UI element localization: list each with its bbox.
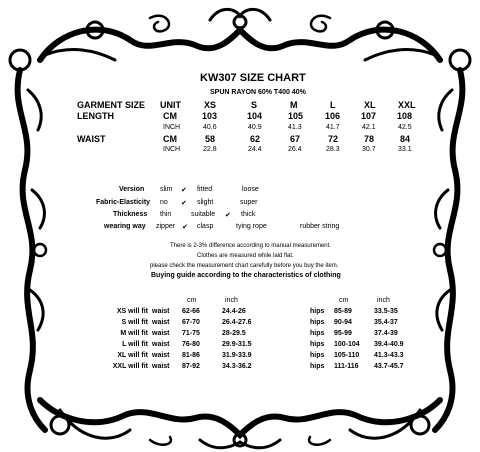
garment-size-header: GARMENT SIZE xyxy=(77,100,146,110)
size-header-m: M xyxy=(290,100,298,110)
table-cell: 40.6 xyxy=(203,124,217,131)
guide-cell: 90-94 xyxy=(334,319,352,326)
table-cell: 33.1 xyxy=(398,146,412,153)
note-text: Clothes are measured while laid flat. xyxy=(197,253,294,259)
guide-cell: 111-116 xyxy=(334,363,359,370)
check-icon: ✔ xyxy=(182,224,188,231)
table-cell: CM xyxy=(163,111,177,121)
table-cell: 26.4 xyxy=(288,146,302,153)
guide-cell: waist xyxy=(152,363,170,370)
buying-guide-title: Buying guide according to the characteristics of clothing xyxy=(151,272,341,279)
table-cell: 107 xyxy=(361,111,377,121)
note-text: please check the measurement chart carefully before you buy the item. xyxy=(150,263,339,269)
char-label-elasticity: Fabric-Elasticity xyxy=(96,199,151,206)
char-option: slight xyxy=(197,199,214,206)
size-header-l: L xyxy=(330,100,336,110)
guide-cell: 39.4-40.9 xyxy=(374,341,404,348)
char-option: tying rope xyxy=(236,223,267,230)
table-cell: 41.7 xyxy=(326,124,340,131)
guide-cell: 26.4-27.6 xyxy=(222,319,252,326)
guide-cell: waist xyxy=(152,319,170,326)
note-text: There is 2-3% difference according to manual measurement. xyxy=(170,243,331,249)
guide-cell: waist xyxy=(152,352,170,359)
guide-cell: 34.3-36.2 xyxy=(222,363,252,370)
check-icon: ✔ xyxy=(181,187,187,194)
guide-header-inch: inch xyxy=(377,297,390,304)
check-icon: ✔ xyxy=(181,200,187,207)
guide-cell: waist xyxy=(152,308,170,315)
guide-cell: 81-86 xyxy=(182,352,200,359)
unit-header: UNIT xyxy=(160,100,181,110)
char-label-wearing-way: wearing way xyxy=(104,223,146,230)
guide-size-label: XS will fit xyxy=(116,308,148,315)
size-header-xs: XS xyxy=(204,100,217,110)
table-cell: 42.1 xyxy=(362,124,376,131)
guide-cell: 35.4-37 xyxy=(374,319,398,326)
table-cell: 67 xyxy=(290,134,301,144)
table-cell: 24.4 xyxy=(248,146,262,153)
table-cell: 22.8 xyxy=(203,146,217,153)
table-cell: 78 xyxy=(364,134,375,144)
guide-cell: 67-70 xyxy=(182,319,200,326)
guide-cell: 87-92 xyxy=(182,363,200,370)
guide-cell: 24.4-26 xyxy=(222,308,246,315)
table-cell: 104 xyxy=(247,111,263,121)
table-cell: INCH xyxy=(163,146,181,153)
table-cell: 30.7 xyxy=(362,146,376,153)
char-option: super xyxy=(240,199,258,206)
guide-cell: hips xyxy=(310,341,325,348)
guide-header-inch: inch xyxy=(225,297,238,304)
char-label-thickness: Thickness xyxy=(113,211,148,218)
guide-cell: hips xyxy=(310,352,325,359)
table-cell: 72 xyxy=(328,134,339,144)
guide-header-cm: cm xyxy=(339,297,349,304)
guide-size-label: S will fit xyxy=(121,319,148,326)
table-cell: 84 xyxy=(400,134,411,144)
guide-cell: 37.4-39 xyxy=(374,330,398,337)
char-option: loose xyxy=(242,186,259,193)
table-cell: 58 xyxy=(205,134,216,144)
guide-cell: 105-110 xyxy=(334,352,360,359)
char-option: suitable xyxy=(191,211,216,218)
chart-title: KW307 SIZE CHART xyxy=(200,72,306,84)
char-option: fitted xyxy=(197,186,213,193)
guide-cell: hips xyxy=(310,319,325,326)
char-option: thin xyxy=(160,211,172,218)
char-option: thick xyxy=(241,211,256,218)
fabric-composition: SPUN RAYON 60% T400 40% xyxy=(210,89,306,96)
char-option: slim xyxy=(160,186,173,193)
guide-cell: 33.5-35 xyxy=(374,308,398,315)
guide-cell: waist xyxy=(152,341,170,348)
guide-size-label: XXL will fit xyxy=(112,363,148,370)
row-label-length: LENGTH xyxy=(77,111,114,121)
guide-cell: 76-80 xyxy=(182,341,200,348)
table-cell: INCH xyxy=(163,124,181,131)
guide-size-label: XL will fit xyxy=(117,352,148,359)
table-cell: 28.3 xyxy=(326,146,340,153)
table-cell: 108 xyxy=(397,111,413,121)
guide-cell: 62-66 xyxy=(182,308,200,315)
guide-cell: hips xyxy=(310,330,325,337)
size-header-xxl: XXL xyxy=(398,100,416,110)
guide-cell: 28-29.5 xyxy=(222,330,246,337)
guide-size-label: M will fit xyxy=(120,330,148,337)
table-cell: 42.5 xyxy=(398,124,412,131)
guide-cell: 85-89 xyxy=(334,308,352,315)
guide-cell: 41.3-43.3 xyxy=(374,352,404,359)
table-cell: 62 xyxy=(250,134,261,144)
guide-cell: hips xyxy=(310,308,325,315)
table-cell: 103 xyxy=(202,111,218,121)
table-cell: CM xyxy=(163,134,177,144)
guide-header-cm: cm xyxy=(187,297,197,304)
check-icon: ✔ xyxy=(225,212,231,219)
char-option: zipper xyxy=(156,223,176,230)
char-label-version: Version xyxy=(119,186,145,193)
table-cell: 41.3 xyxy=(288,124,302,131)
guide-cell: 31.9-33.9 xyxy=(222,352,252,359)
guide-cell: hips xyxy=(310,363,325,370)
guide-cell: 95-99 xyxy=(334,330,352,337)
char-option: clasp xyxy=(197,223,214,230)
row-label-waist: WAIST xyxy=(77,134,106,144)
char-option: no xyxy=(160,199,168,206)
guide-cell: 29.9-31.5 xyxy=(222,341,252,348)
table-cell: 40.9 xyxy=(248,124,262,131)
guide-cell: 71-75 xyxy=(182,330,200,337)
guide-cell: waist xyxy=(152,330,170,337)
table-cell: 106 xyxy=(325,111,341,121)
guide-cell: 100-104 xyxy=(334,341,360,348)
guide-size-label: L will fit xyxy=(122,341,148,348)
char-option: rubber string xyxy=(300,223,340,230)
size-header-s: S xyxy=(251,100,258,110)
guide-cell: 43.7-45.7 xyxy=(374,363,404,370)
table-cell: 105 xyxy=(288,111,304,121)
size-header-xl: XL xyxy=(364,100,376,110)
